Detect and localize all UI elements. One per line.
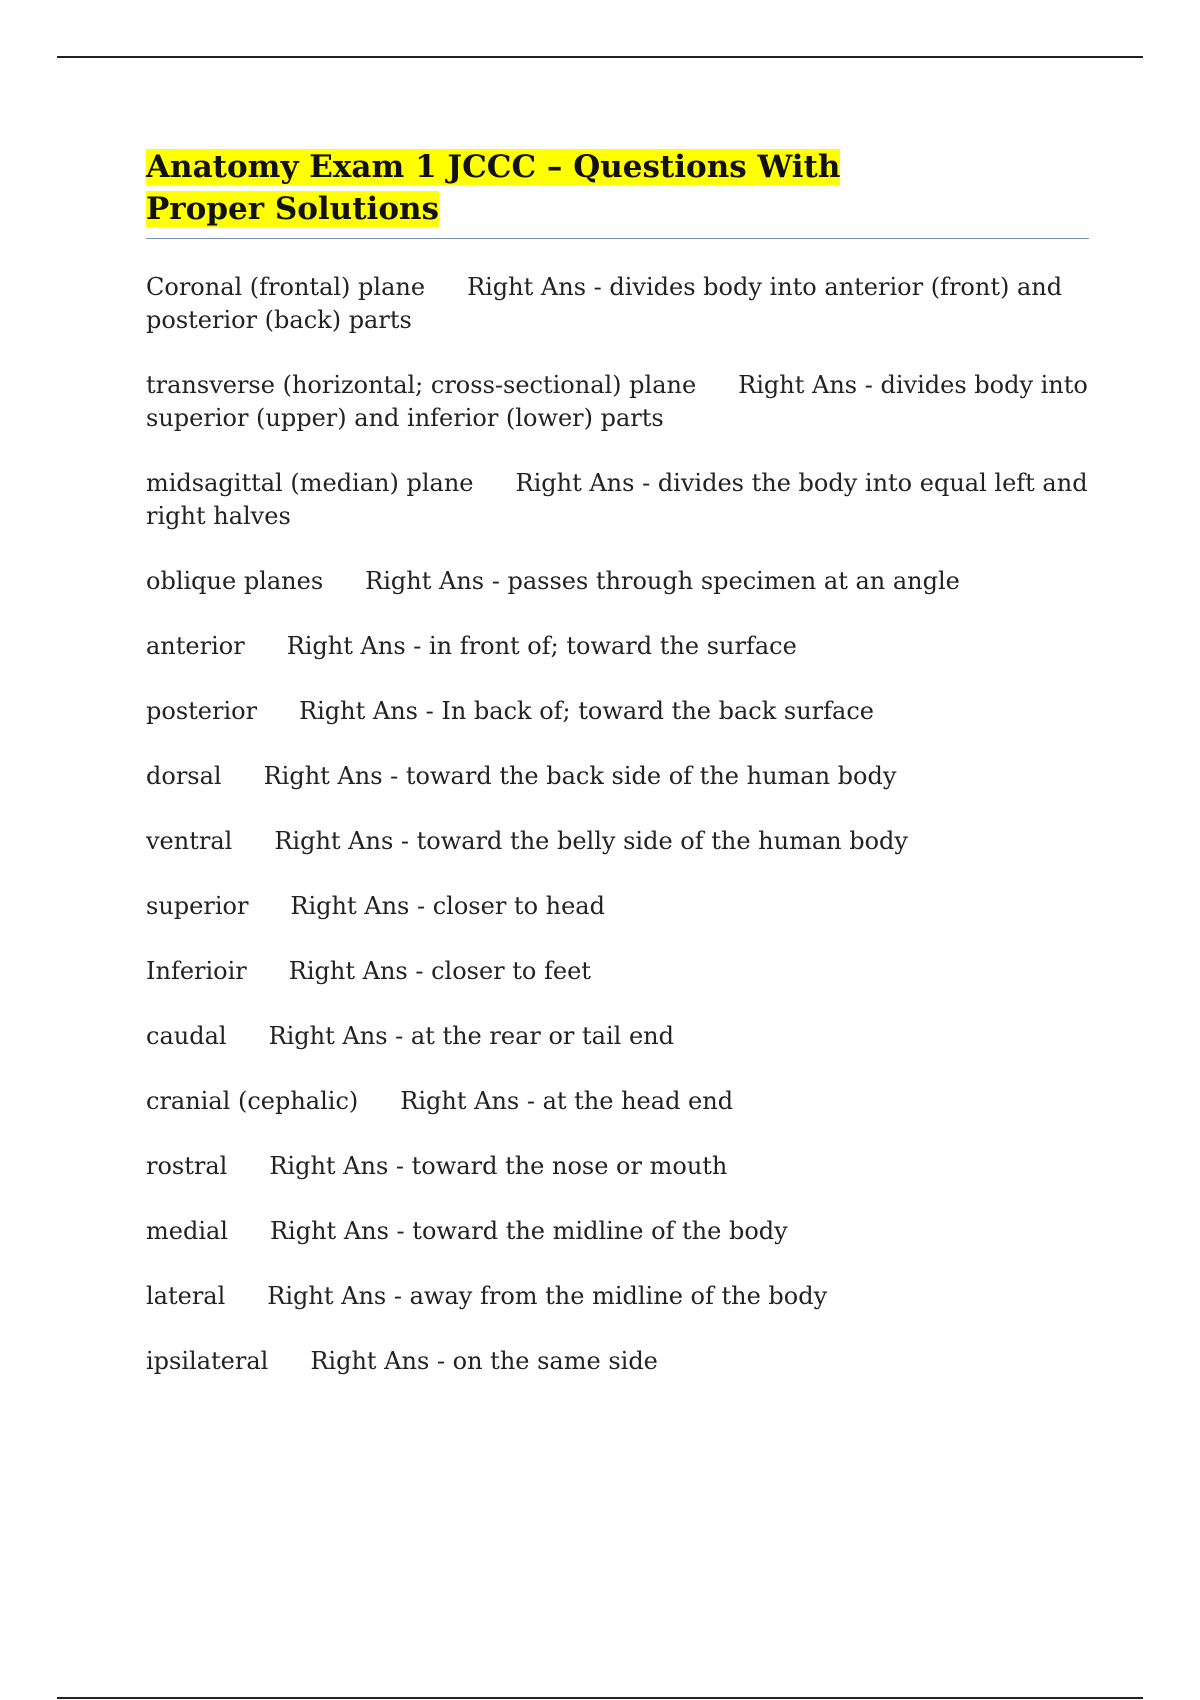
list-item (146, 955, 1089, 988)
page-top-rule (57, 56, 1143, 58)
answer: Right Ans - at the rear or tail end (268, 1022, 674, 1050)
list-item (146, 630, 1089, 663)
answer: Right Ans - on the same side (310, 1347, 658, 1375)
list-item (146, 825, 1089, 858)
list-item (146, 1020, 1089, 1053)
answer: Right Ans - toward the back side of the human body (263, 762, 897, 790)
list-item (146, 1280, 1089, 1313)
term: superior (146, 892, 249, 920)
answer: Right Ans - closer to head (290, 892, 605, 920)
term: cranial (cephalic) (146, 1087, 359, 1115)
title-underline (146, 238, 1089, 239)
term: midsagittal (median) plane (146, 469, 474, 497)
list-item (146, 369, 1089, 435)
answer: Right Ans - toward the nose or mouth (269, 1152, 728, 1180)
list-item (146, 1150, 1089, 1183)
term: transverse (horizontal; cross-sectional) plane (146, 371, 697, 399)
answer: Right Ans - closer to feet (288, 957, 591, 985)
term: oblique planes (146, 567, 324, 595)
answer: Right Ans - divides the body into equal left and right halves (146, 469, 1088, 530)
document-body (146, 146, 1089, 1410)
answer: Right Ans - away from the midline of the body (267, 1282, 828, 1310)
answer: Right Ans - In back of; toward the back surface (299, 697, 874, 725)
term: anterior (146, 632, 245, 660)
list-item (146, 1215, 1089, 1248)
list-item (146, 467, 1089, 533)
list-item (146, 271, 1089, 337)
answer: Right Ans - at the head end (400, 1087, 734, 1115)
term: rostral (146, 1152, 228, 1180)
qa-list (146, 271, 1089, 1378)
answer: Right Ans - in front of; toward the surface (286, 632, 797, 660)
list-item (146, 695, 1089, 728)
term: posterior (146, 697, 258, 725)
answer: Right Ans - passes through specimen at an angle (365, 567, 960, 595)
term: Coronal (frontal) plane (146, 273, 426, 301)
list-item (146, 760, 1089, 793)
list-item (146, 890, 1089, 923)
answer: Right Ans - toward the belly side of the human body (274, 827, 908, 855)
term: lateral (146, 1282, 226, 1310)
term: medial (146, 1217, 228, 1245)
list-item (146, 1085, 1089, 1118)
term: dorsal (146, 762, 222, 790)
term: caudal (146, 1022, 227, 1050)
term: Inferioir (146, 957, 247, 985)
term: ipsilateral (146, 1347, 269, 1375)
answer: Right Ans - divides body into superior (upper) and inferior (lower) parts (146, 371, 1088, 432)
list-item (146, 565, 1089, 598)
document-title (146, 146, 966, 230)
page-bottom-rule (57, 1697, 1143, 1699)
document-title-text: Anatomy Exam 1 JCCC – Questions With Proper Solutions (146, 149, 841, 227)
answer: Right Ans - toward the midline of the body (269, 1217, 788, 1245)
term: ventral (146, 827, 233, 855)
list-item (146, 1345, 1089, 1378)
answer: Right Ans - divides body into anterior (front) and posterior (back) parts (146, 273, 1063, 334)
